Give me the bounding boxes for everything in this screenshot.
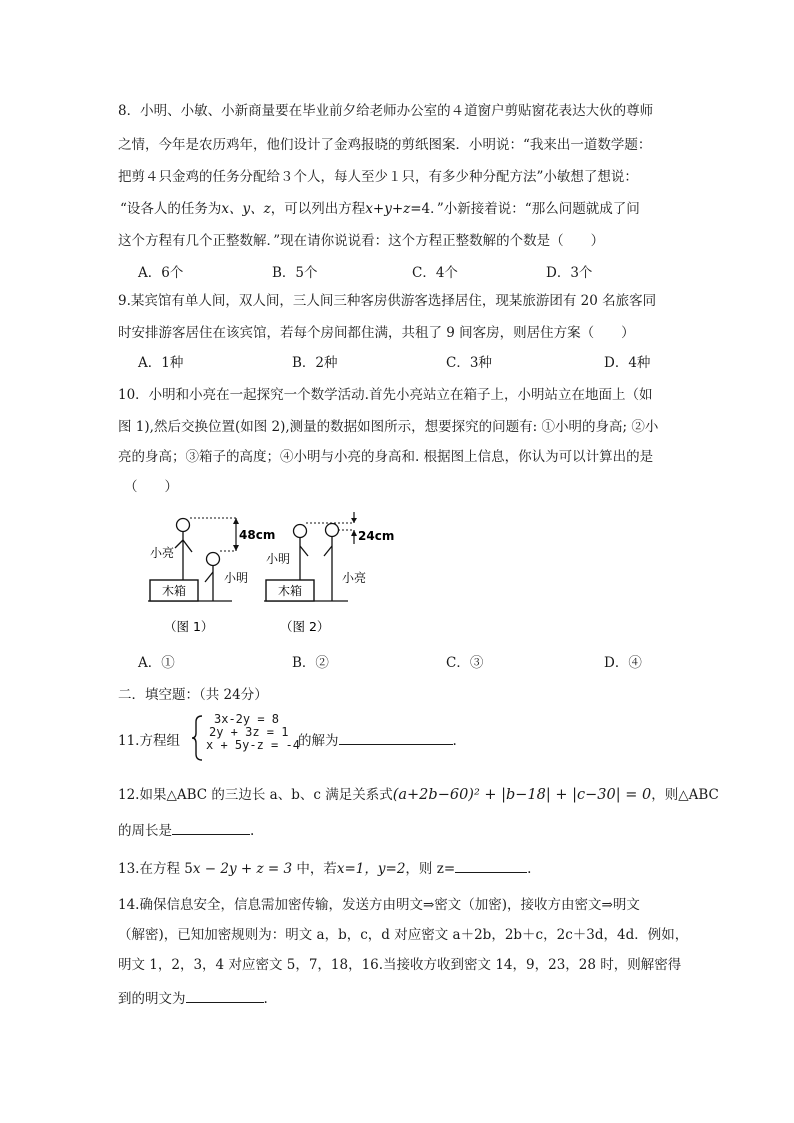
q8-variables: x、y、z — [221, 201, 271, 217]
fig1-ground-person-arm — [205, 572, 213, 582]
q10-option-b[interactable]: B．② — [292, 655, 329, 671]
q8-line-4 — [120, 200, 640, 218]
q12-line-1 — [118, 786, 719, 804]
q14-line-1: 14.确保信息安全，信息需加密传输，发送方由明文⇒密文（加密)，接收方由密文⇒明文 — [118, 897, 640, 913]
q12-prefix: 12.如果△ABC 的三边长 a、b、c 满足关系式 — [118, 787, 393, 803]
q8-line-5: 这个方程有几个正整数解．”现在请你说说看：这个方程正整数解的个数是（ ） — [118, 233, 605, 249]
q12-line-2 — [118, 820, 254, 840]
q8-option-d[interactable]: D．3个 — [546, 265, 593, 281]
fig2-top-person-head — [294, 525, 307, 538]
q11 — [118, 713, 478, 763]
q11-eq-3: x + 5y-z = -4 — [206, 738, 300, 752]
q8-option-c[interactable]: C．4个 — [412, 265, 458, 281]
q12-suffix: ，则△ABC — [651, 787, 719, 803]
q13-condition: x=1，y=2 — [336, 861, 406, 877]
q8-line-4b: ，可以列出方程 — [270, 201, 366, 217]
q11-prefix: 11.方程组 — [118, 733, 180, 749]
fig1-top-person-arm — [183, 540, 192, 552]
q10-line-4: （ ） — [124, 479, 178, 495]
fig2-ground-person-label: 小亮 — [342, 571, 367, 585]
fig1-caption: （图 1） — [164, 619, 214, 634]
q11-answer-blank[interactable] — [339, 730, 453, 745]
q13-mid: 中，若 — [292, 861, 337, 877]
q8-equation: x+y+z — [365, 201, 411, 217]
fig1-arrow-up — [233, 518, 239, 524]
q12-line-2-text: 的周长是 — [118, 823, 172, 839]
q13-prefix: 13.在方程 5 — [118, 861, 193, 877]
fig2-ground-person-arm — [324, 546, 332, 556]
fig1-top-person-label: 小亮 — [150, 546, 175, 560]
q11-end: . — [452, 733, 457, 749]
q9-option-c[interactable]: C．3种 — [446, 355, 492, 371]
fig2-arrow-up — [351, 530, 357, 536]
section-2-title: 二．填空题：（共 24分） — [118, 687, 268, 703]
q11-eq-2: 2y + 3z = 1 — [209, 725, 289, 739]
q13-answer-blank[interactable] — [455, 858, 527, 873]
q12-answer-blank[interactable] — [172, 820, 250, 835]
fig2-top-person-label: 小明 — [266, 552, 291, 566]
q9-option-b[interactable]: B．2种 — [292, 355, 338, 371]
q11-suffix-text: 的解为 — [298, 733, 339, 749]
fig1-measure-label: 48cm — [239, 528, 276, 542]
fig2-ground-person-head — [326, 524, 339, 537]
fig1-box-label: 木箱 — [161, 584, 187, 598]
fig2-top-person-arm — [300, 546, 308, 556]
figure-2 — [264, 512, 394, 634]
q9-option-a[interactable]: A．1种 — [138, 355, 184, 371]
fig1-top-person-arm-left — [175, 540, 183, 548]
q8-line-4c: =4．”小新接着说：“那么问题就成了问 — [410, 201, 640, 217]
fig1-top-person-head — [177, 519, 190, 532]
q10-line-1: 10．小明和小亮在一起探究一个数学活动.首先小亮站立在箱子上，小明站立在地面上（如 — [118, 387, 653, 403]
fig2-caption: （图 2） — [280, 619, 330, 634]
q10-line-3: 亮的身高；③箱子的高度；④小明与小亮的身高和. 根据图上信息，你认为可以计算出的是 — [118, 449, 654, 465]
fig2-box-label: 木箱 — [277, 584, 303, 598]
q9-option-d[interactable]: D．4种 — [604, 355, 651, 371]
q10-line-2: 图 1),然后交换位置(如图 2),测量的数据如图所示，想要探究的问题有: ①小明的身高; ②小 — [118, 419, 659, 435]
fig1-ground-person-head — [207, 553, 220, 566]
q14-line-2: （解密)，已知加密规则为：明文 a，b，c，d 对应密文 a＋2b，2b＋c，2c＋3d，4d．例如， — [118, 927, 689, 943]
q9-line-2: 时安排游客居住在该宾馆，若每个房间都住满，共租了 9 间客房，则居住方案（ ） — [118, 325, 635, 341]
q11-brace-icon — [190, 715, 204, 761]
fig1-ground-person-label: 小明 — [224, 571, 249, 585]
figure-1 — [148, 518, 275, 634]
q8-option-b[interactable]: B．5个 — [272, 265, 318, 281]
q14-line-4 — [118, 988, 268, 1008]
fig2-measure-label: 24cm — [358, 529, 395, 543]
q14-answer-blank[interactable] — [186, 988, 264, 1003]
q8-line-1: 8．小明、小敏、小新商量要在毕业前夕给老师办公室的４道窗户剪贴窗花表达大伙的尊师 — [118, 103, 654, 119]
q13-end: . — [527, 861, 532, 877]
q10-option-d[interactable]: D．④ — [604, 655, 642, 671]
q11-eq-1: 3x-2y = 8 — [214, 712, 280, 726]
fig2-arrow-down — [351, 518, 357, 523]
q8-line-4a: “设各人的任务为 — [120, 201, 222, 217]
q9-line-1: 9.某宾馆有单人间，双人间，三人间三种客房供游客选择居住，现某旅游团有 20 名旅客同 — [118, 293, 657, 309]
q10-option-a[interactable]: A．① — [138, 655, 175, 671]
q13-line — [118, 858, 531, 878]
q10-option-c[interactable]: C．③ — [446, 655, 484, 671]
q12-end: . — [250, 823, 255, 839]
q14-line-4-text: 到的明文为 — [118, 991, 186, 1007]
q11-system — [206, 713, 300, 752]
q13-equation: x − 2y + z = 3 — [192, 861, 293, 877]
q13-suffix: ，则 z= — [405, 861, 456, 877]
q8-option-a[interactable]: A．6个 — [138, 265, 184, 281]
q14-end: . — [263, 991, 268, 1007]
q14-line-3: 明文 1，2，3，4 对应密文 5，7，18，16.当接收方收到密文 14，9，23，28 时，则解密得 — [118, 957, 682, 973]
fig1-arrow-down — [233, 545, 239, 551]
q10-figure — [140, 500, 400, 650]
q12-formula: (a+2b−60)² + |b−18| + |c−30| = 0 — [392, 787, 652, 803]
q8-line-3: 把剪４只金鸡的任务分配给３个人，每人至少１只，有多少种分配方法”小敏想了想说： — [118, 169, 638, 185]
q11-suffix — [298, 729, 457, 749]
q8-line-2: 之情，今年是农历鸡年，他们设计了金鸡报晓的剪纸图案．小明说：“我来出一道数学题： — [118, 137, 652, 153]
